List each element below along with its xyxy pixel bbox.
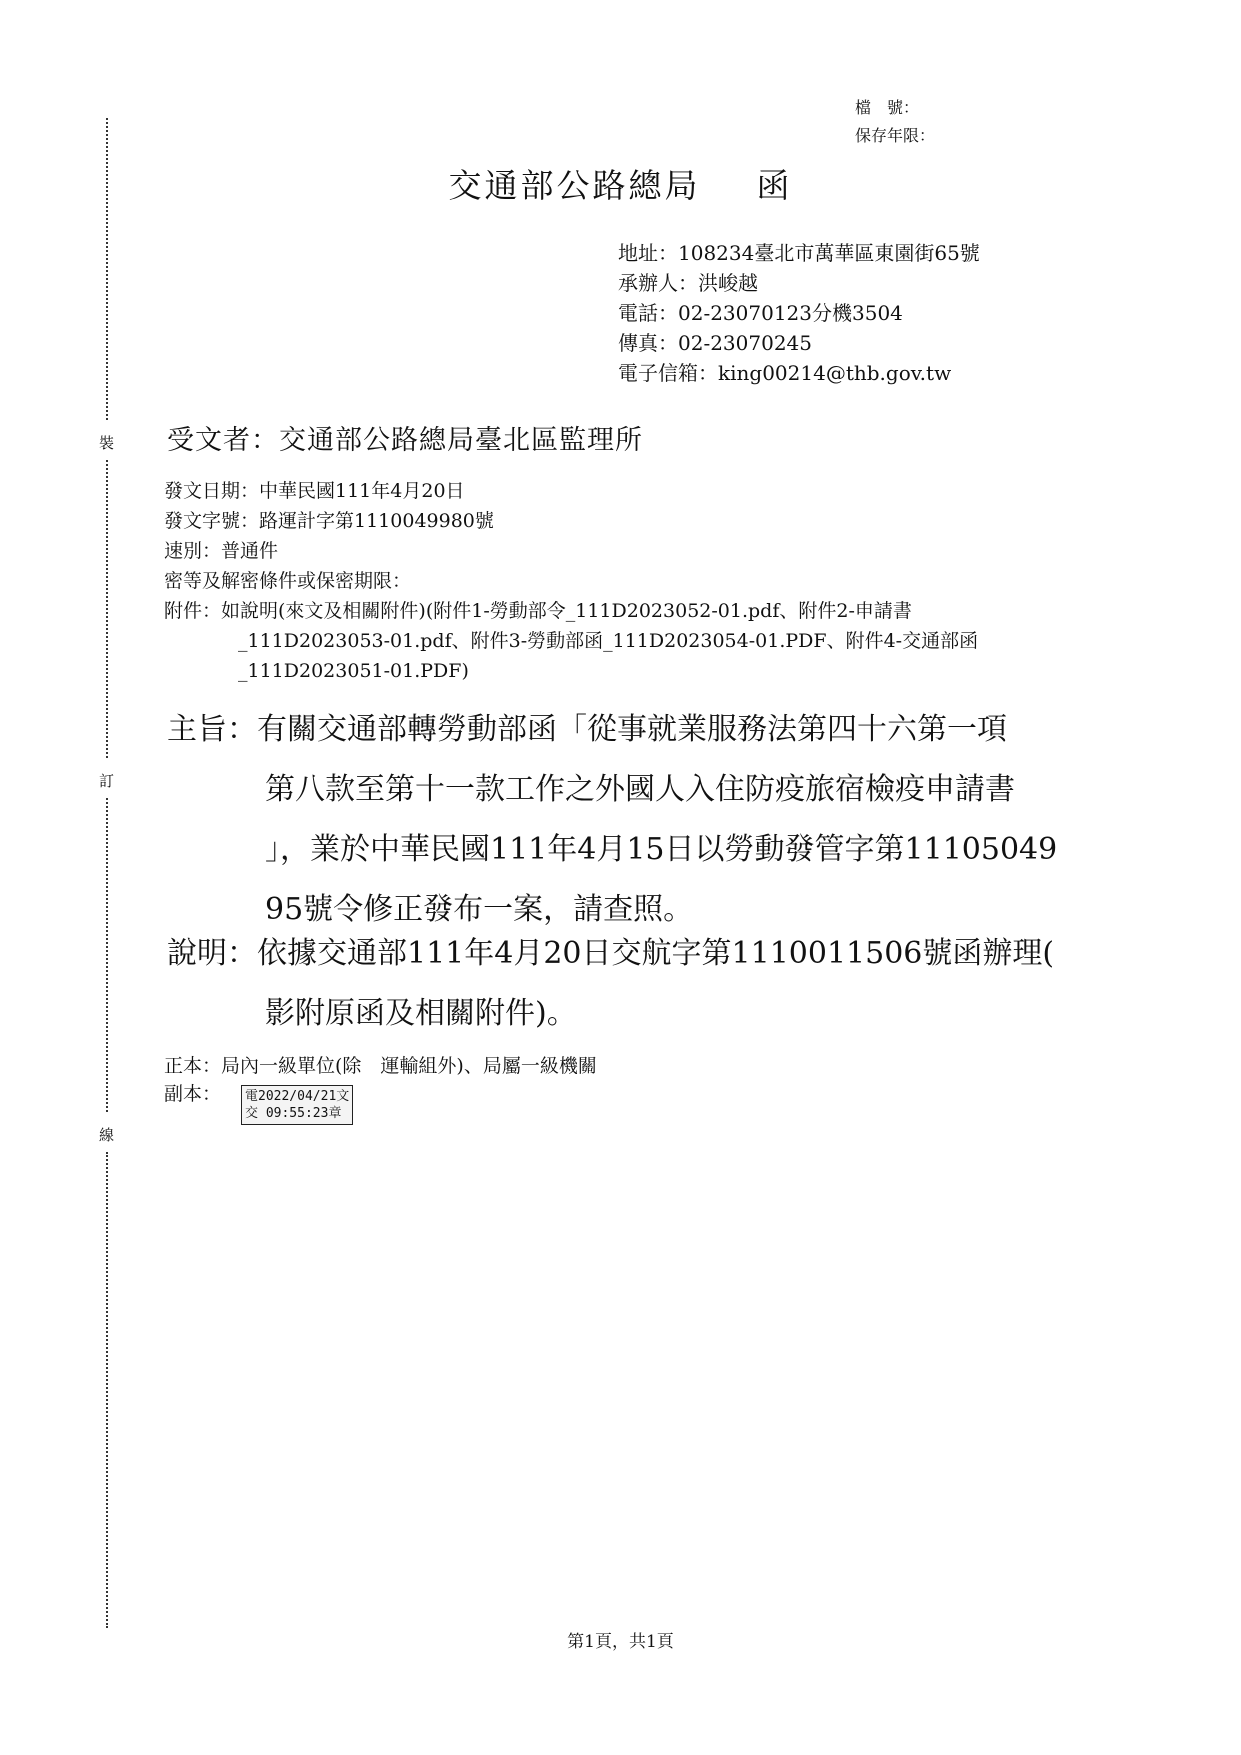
address: 地址：108234臺北市萬華區東園街65號	[618, 241, 980, 265]
document-type: 函	[756, 166, 793, 205]
electronic-transmission-stamp	[241, 1085, 353, 1125]
subject-block	[167, 700, 1057, 940]
copy-recipients: 副本：	[164, 1083, 222, 1105]
document-number: 發文字號：路運計字第1110049980號	[164, 510, 494, 532]
subject-line-1: 主旨：有關交通部轉勞動部函「從事就業服務法第四十六第一項	[167, 712, 1007, 747]
subject-line-4: 95號令修正發布一案，請查照。	[265, 892, 694, 927]
binding-mark-zhuang: 裝	[99, 434, 115, 452]
explanation-line-2: 影附原函及相關附件)。	[265, 996, 577, 1031]
binding-mark-ding: 訂	[99, 772, 115, 790]
agency-name: 交通部公路總局	[448, 166, 701, 205]
attachments-line-1: 附件：如說明(來文及相關附件)(附件1-勞動部令_111D2023052-01.pdf、附件2-申請書	[164, 600, 912, 622]
binding-line-bottom	[106, 1152, 108, 1628]
subject-line-2: 第八款至第十一款工作之外國人入住防疫旅宿檢疫申請書	[265, 772, 1015, 807]
fax: 傳真：02-23070245	[618, 331, 813, 355]
binding-line-lower	[106, 798, 108, 1112]
copies-block	[164, 1052, 597, 1108]
page-number: 第1頁，共1頁	[567, 1632, 674, 1652]
recipient: 受文者：交通部公路總局臺北區監理所	[167, 425, 643, 456]
handler: 承辦人：洪峻越	[618, 271, 758, 295]
meta-block	[164, 476, 978, 686]
email: 電子信箱：king00214@thb.gov.tw	[618, 361, 952, 385]
explanation-block	[167, 924, 1054, 1044]
attachments-line-3: _111D2023051-01.PDF)	[238, 660, 469, 682]
retention-label: 保存年限：	[854, 126, 935, 145]
file-number-label: 檔 號：	[854, 98, 919, 117]
stamp-line-1: 電2022/04/21文	[245, 1089, 350, 1104]
issue-date: 發文日期：中華民國111年4月20日	[164, 480, 465, 502]
subject-line-3: 」，業於中華民國111年4月15日以勞動發管字第11105049	[265, 832, 1058, 867]
attachments-line-2: _111D2023053-01.pdf、附件3-勞動部函_111D2023054-01.PDF、附件4-交通部函	[238, 630, 979, 652]
binding-mark-xian: 線	[99, 1126, 115, 1144]
delivery-speed: 速別：普通件	[164, 540, 279, 562]
archive-block	[855, 94, 935, 150]
contact-block	[618, 238, 980, 388]
document-title	[0, 160, 1241, 207]
stamp-line-2: 交 09:55:23章	[245, 1106, 342, 1121]
secrecy-level: 密等及解密條件或保密期限：	[164, 570, 412, 592]
binding-line-mid	[106, 460, 108, 758]
phone: 電話：02-23070123分機3504	[618, 301, 903, 325]
original-recipients: 正本：局內一級單位(除 運輸組外)、局屬一級機關	[164, 1055, 597, 1077]
explanation-line-1: 說明：依據交通部111年4月20日交航字第1110011506號函辦理(	[167, 936, 1055, 971]
